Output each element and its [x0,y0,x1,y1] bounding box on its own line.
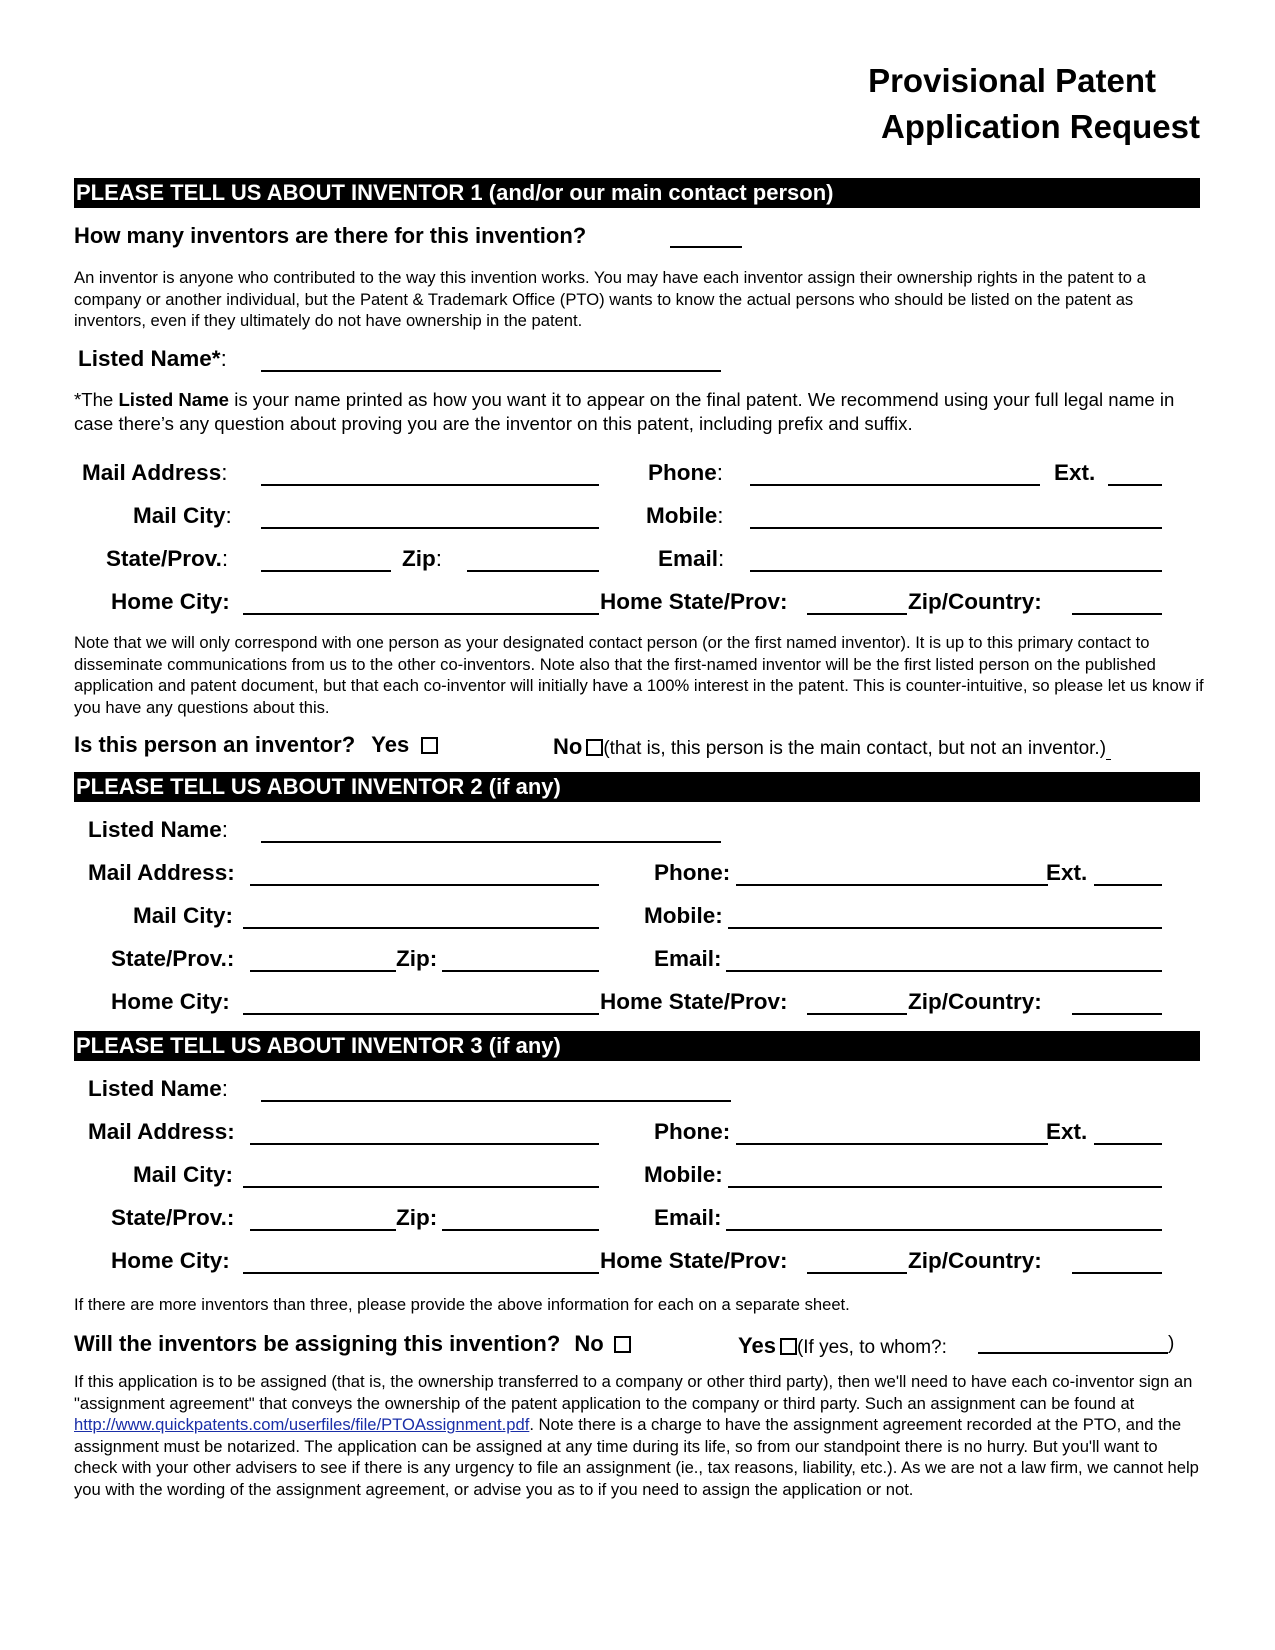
inv1-mail-city-colon: : [225,503,232,528]
inv1-zip-text: Zip [402,546,436,571]
assignment-yes-label: Yes [738,1333,776,1358]
inv1-listed-name-field[interactable] [261,370,721,372]
listed-name-note-prefix: *The [74,389,119,410]
inv3-listed-name-label [88,1075,228,1103]
inv3-listed-name-text: Listed Name [88,1076,222,1101]
inv2-home-city-field[interactable] [243,1013,599,1015]
inv3-mobile-field[interactable] [728,1186,1162,1188]
inventor-definition-text: An inventor is anyone who contributed to the way this invention works. You may have each inventor assign their ownership rights in the patent to a company or another individual, but the Patent & Trademark Office (PTO) wants to know the actual persons who should be listed on the patent as inventors, even if they ultimately do not have ownership in the patent. [74,268,1146,330]
assignment-yes-checkbox[interactable] [780,1338,797,1355]
inv1-home-state-label: Home State/Prov: [600,589,788,614]
inv3-state-label: State/Prov.: [111,1205,235,1230]
inv1-home-city-field[interactable] [243,613,599,615]
inv1-zip-country-label: Zip/Country: [908,589,1042,614]
inv2-zip-country-label: Zip/Country: [908,989,1042,1014]
assignment-para-after: . Note there is a charge to have the assignment agreement recorded at the PTO, and the assignment must be notarized. The application can be assigned at any time during its life, so from our standpoint there is no hurry. But you'll want to check with your other advisers to see if there is any urgency to file an assignment (ie., tax reasons, liability, etc.). As we are not a law firm, we cannot help you with the wording of the assignment agreement, or advise you as to if you need to assign the application or not. [74,1415,1199,1499]
inv2-listed-name-field[interactable] [261,841,721,843]
inv1-email-colon: : [718,546,725,571]
inv1-state-colon: : [221,546,229,571]
inv3-home-state-field[interactable] [807,1272,907,1274]
inv1-email-text: Email [658,546,719,571]
inv1-phone-colon: : [716,460,724,485]
inv3-mail-address-field[interactable] [250,1143,599,1145]
inv1-listed-name-colon: : [220,346,227,371]
inv2-zip-label: Zip: [396,946,438,971]
is-inventor-yes-label: Yes [371,732,410,757]
inv1-mail-city-text: Mail City [133,503,226,528]
inv1-phone-label [648,459,723,487]
listed-name-note-bold: Listed Name [118,389,230,410]
assignment-to-whom-field[interactable] [978,1352,1168,1354]
inv3-zip-field[interactable] [442,1229,599,1231]
inv3-listed-name-colon: : [221,1076,229,1101]
inv1-zip-label [402,545,442,573]
inv1-state-label [106,545,228,573]
inv3-email-label: Email: [654,1205,722,1230]
inv2-home-state-field[interactable] [807,1013,907,1015]
inv2-home-state-label: Home State/Prov: [600,989,788,1014]
inv2-listed-name-label [88,816,228,844]
inv2-phone-field[interactable] [736,884,1048,886]
inv3-phone-label: Phone: [654,1119,731,1144]
inv1-phone-text: Phone [648,460,717,485]
inv1-ext-label: Ext. [1054,460,1096,485]
inv2-ext-label: Ext. [1046,860,1088,885]
assignment-no-checkbox[interactable] [614,1336,631,1353]
more-inventors-note: If there are more inventors than three, please provide the above information for each on a separate sheet. [74,1295,850,1314]
is-inventor-no-explanation: (that is, this person is the main contact, but not an inventor.) [603,738,1107,759]
title-line-2: Application Request [880,108,1200,145]
inv1-mail-address-label [82,459,227,487]
inv2-email-field[interactable] [726,970,1162,972]
inv3-mobile-label: Mobile: [644,1162,723,1187]
inv1-mail-city-label [133,502,232,530]
inv1-listed-name-label [78,345,227,373]
inv1-email-field[interactable] [750,570,1162,572]
is-inventor-no-group [553,733,1111,761]
assignment-question [74,1330,631,1358]
inv2-listed-name-text: Listed Name [88,817,222,842]
listed-name-note [74,388,1204,436]
is-inventor-question [74,731,438,759]
inv1-mobile-text: Mobile [646,503,718,528]
assignment-close-paren: ) [1168,1333,1175,1354]
inv3-zip-country-field[interactable] [1072,1272,1162,1274]
inv3-mail-address-label: Mail Address: [88,1119,235,1144]
trailing-underscore [1106,738,1111,760]
inv3-mail-city-label: Mail City: [133,1162,234,1187]
inv1-listed-name-text: Listed Name* [78,346,221,371]
inv3-phone-field[interactable] [736,1143,1048,1145]
inv2-listed-name-colon: : [221,817,229,842]
inv1-mobile-field[interactable] [750,527,1162,529]
inv3-email-field[interactable] [726,1229,1162,1231]
contact-person-note: Note that we will only correspond with one person as your designated contact person (or the first named inventor). It is up to this primary contact to disseminate communications from us to the other co-inventors. Note also that the first-named inventor will be the first listed person on the published application and patent document, but that each co-inventor will initially have a 100% interest in the patent. This is counter-intuitive, so please let us know if you have any questions about this. [74,633,1204,717]
is-inventor-no-label: No [553,734,583,759]
is-inventor-no-checkbox[interactable] [586,739,603,756]
inv2-zip-field[interactable] [442,970,599,972]
inv3-mail-city-field[interactable] [243,1186,599,1188]
inv3-zip-country-label: Zip/Country: [908,1248,1042,1273]
inv2-mobile-field[interactable] [728,927,1162,929]
inv3-home-city-label: Home City: [111,1248,230,1273]
inv2-home-city-label: Home City: [111,989,230,1014]
inv2-mail-address-label: Mail Address: [88,860,235,885]
assignment-if-yes-label: (If yes, to whom?: [796,1337,947,1358]
inv2-email-label: Email: [654,946,722,971]
assignment-yes-group [738,1332,947,1360]
assignment-form-link[interactable]: http://www.quickpatents.com/userfiles/file/PTOAssignment.pdf [74,1415,530,1435]
assignment-paragraph [74,1371,1204,1501]
inv1-mobile-label [646,502,724,530]
inv3-zip-label: Zip: [396,1205,438,1230]
inv1-mail-address-field[interactable] [261,484,599,486]
inv1-zip-country-field[interactable] [1072,613,1162,615]
page-title [780,58,1200,150]
assignment-no-label: No [574,1331,604,1356]
inv2-state-field[interactable] [250,970,396,972]
assignment-question-label: Will the inventors be assigning this invention? [74,1331,561,1356]
inv2-mail-city-label: Mail City: [133,903,234,928]
inv1-mail-city-field[interactable] [261,527,599,529]
inv1-state-text: State/Prov. [106,546,222,571]
inv1-mobile-colon: : [717,503,724,528]
inv3-ext-label: Ext. [1046,1119,1088,1144]
inv2-zip-country-field[interactable] [1072,1013,1162,1015]
inv1-state-field[interactable] [261,570,391,572]
inv1-phone-field[interactable] [750,484,1040,486]
inv3-listed-name-field[interactable] [261,1100,731,1102]
inventor-count-field[interactable] [670,246,742,248]
assignment-para-before: If this application is to be assigned (that is, the ownership transferred to a company or other third party), then we'll need to have each co-inventor sign an "assignment agreement" that conveys the ownership of the patent application to the company or third party. Such an assignment can be found at [74,1372,1193,1413]
listed-name-note-rest: is your name printed as how you want it to appear on the final patent. We recommend using your full legal name in case there’s any question about proving you are the inventor on this patent, including prefix and suffix. [74,389,1175,434]
inv3-ext-field[interactable] [1094,1143,1162,1145]
inventor2-section-header: PLEASE TELL US ABOUT INVENTOR 2 (if any) [74,772,1200,802]
inv3-state-field[interactable] [250,1229,396,1231]
inventor-count-label: How many inventors are there for this invention? [74,223,587,248]
inv2-mail-address-field[interactable] [250,884,599,886]
inv2-phone-label: Phone: [654,860,731,885]
inventor-count-question [74,222,586,250]
inv2-mail-city-field[interactable] [243,927,599,929]
inventor3-section-header: PLEASE TELL US ABOUT INVENTOR 3 (if any) [74,1031,1200,1061]
inv1-mail-address-text: Mail Address [82,460,222,485]
inv2-state-label: State/Prov.: [111,946,235,971]
inv1-ext-field[interactable] [1108,484,1162,486]
inv3-home-state-label: Home State/Prov: [600,1248,788,1273]
inv1-email-label [658,545,724,573]
inventor1-section-header: PLEASE TELL US ABOUT INVENTOR 1 (and/or our main contact person) [74,178,1200,208]
is-inventor-yes-checkbox[interactable] [421,737,438,754]
inv1-home-state-field[interactable] [807,613,907,615]
is-inventor-label: Is this person an inventor? [74,732,356,757]
inv2-mobile-label: Mobile: [644,903,723,928]
inv1-zip-field[interactable] [467,570,599,572]
inv1-mail-address-colon: : [221,460,228,485]
inv1-zip-colon: : [435,546,443,571]
inv2-ext-field[interactable] [1094,884,1162,886]
inv3-home-city-field[interactable] [243,1272,599,1274]
inv1-home-city-label: Home City: [111,589,230,614]
title-line-1: Provisional Patent [868,62,1156,99]
